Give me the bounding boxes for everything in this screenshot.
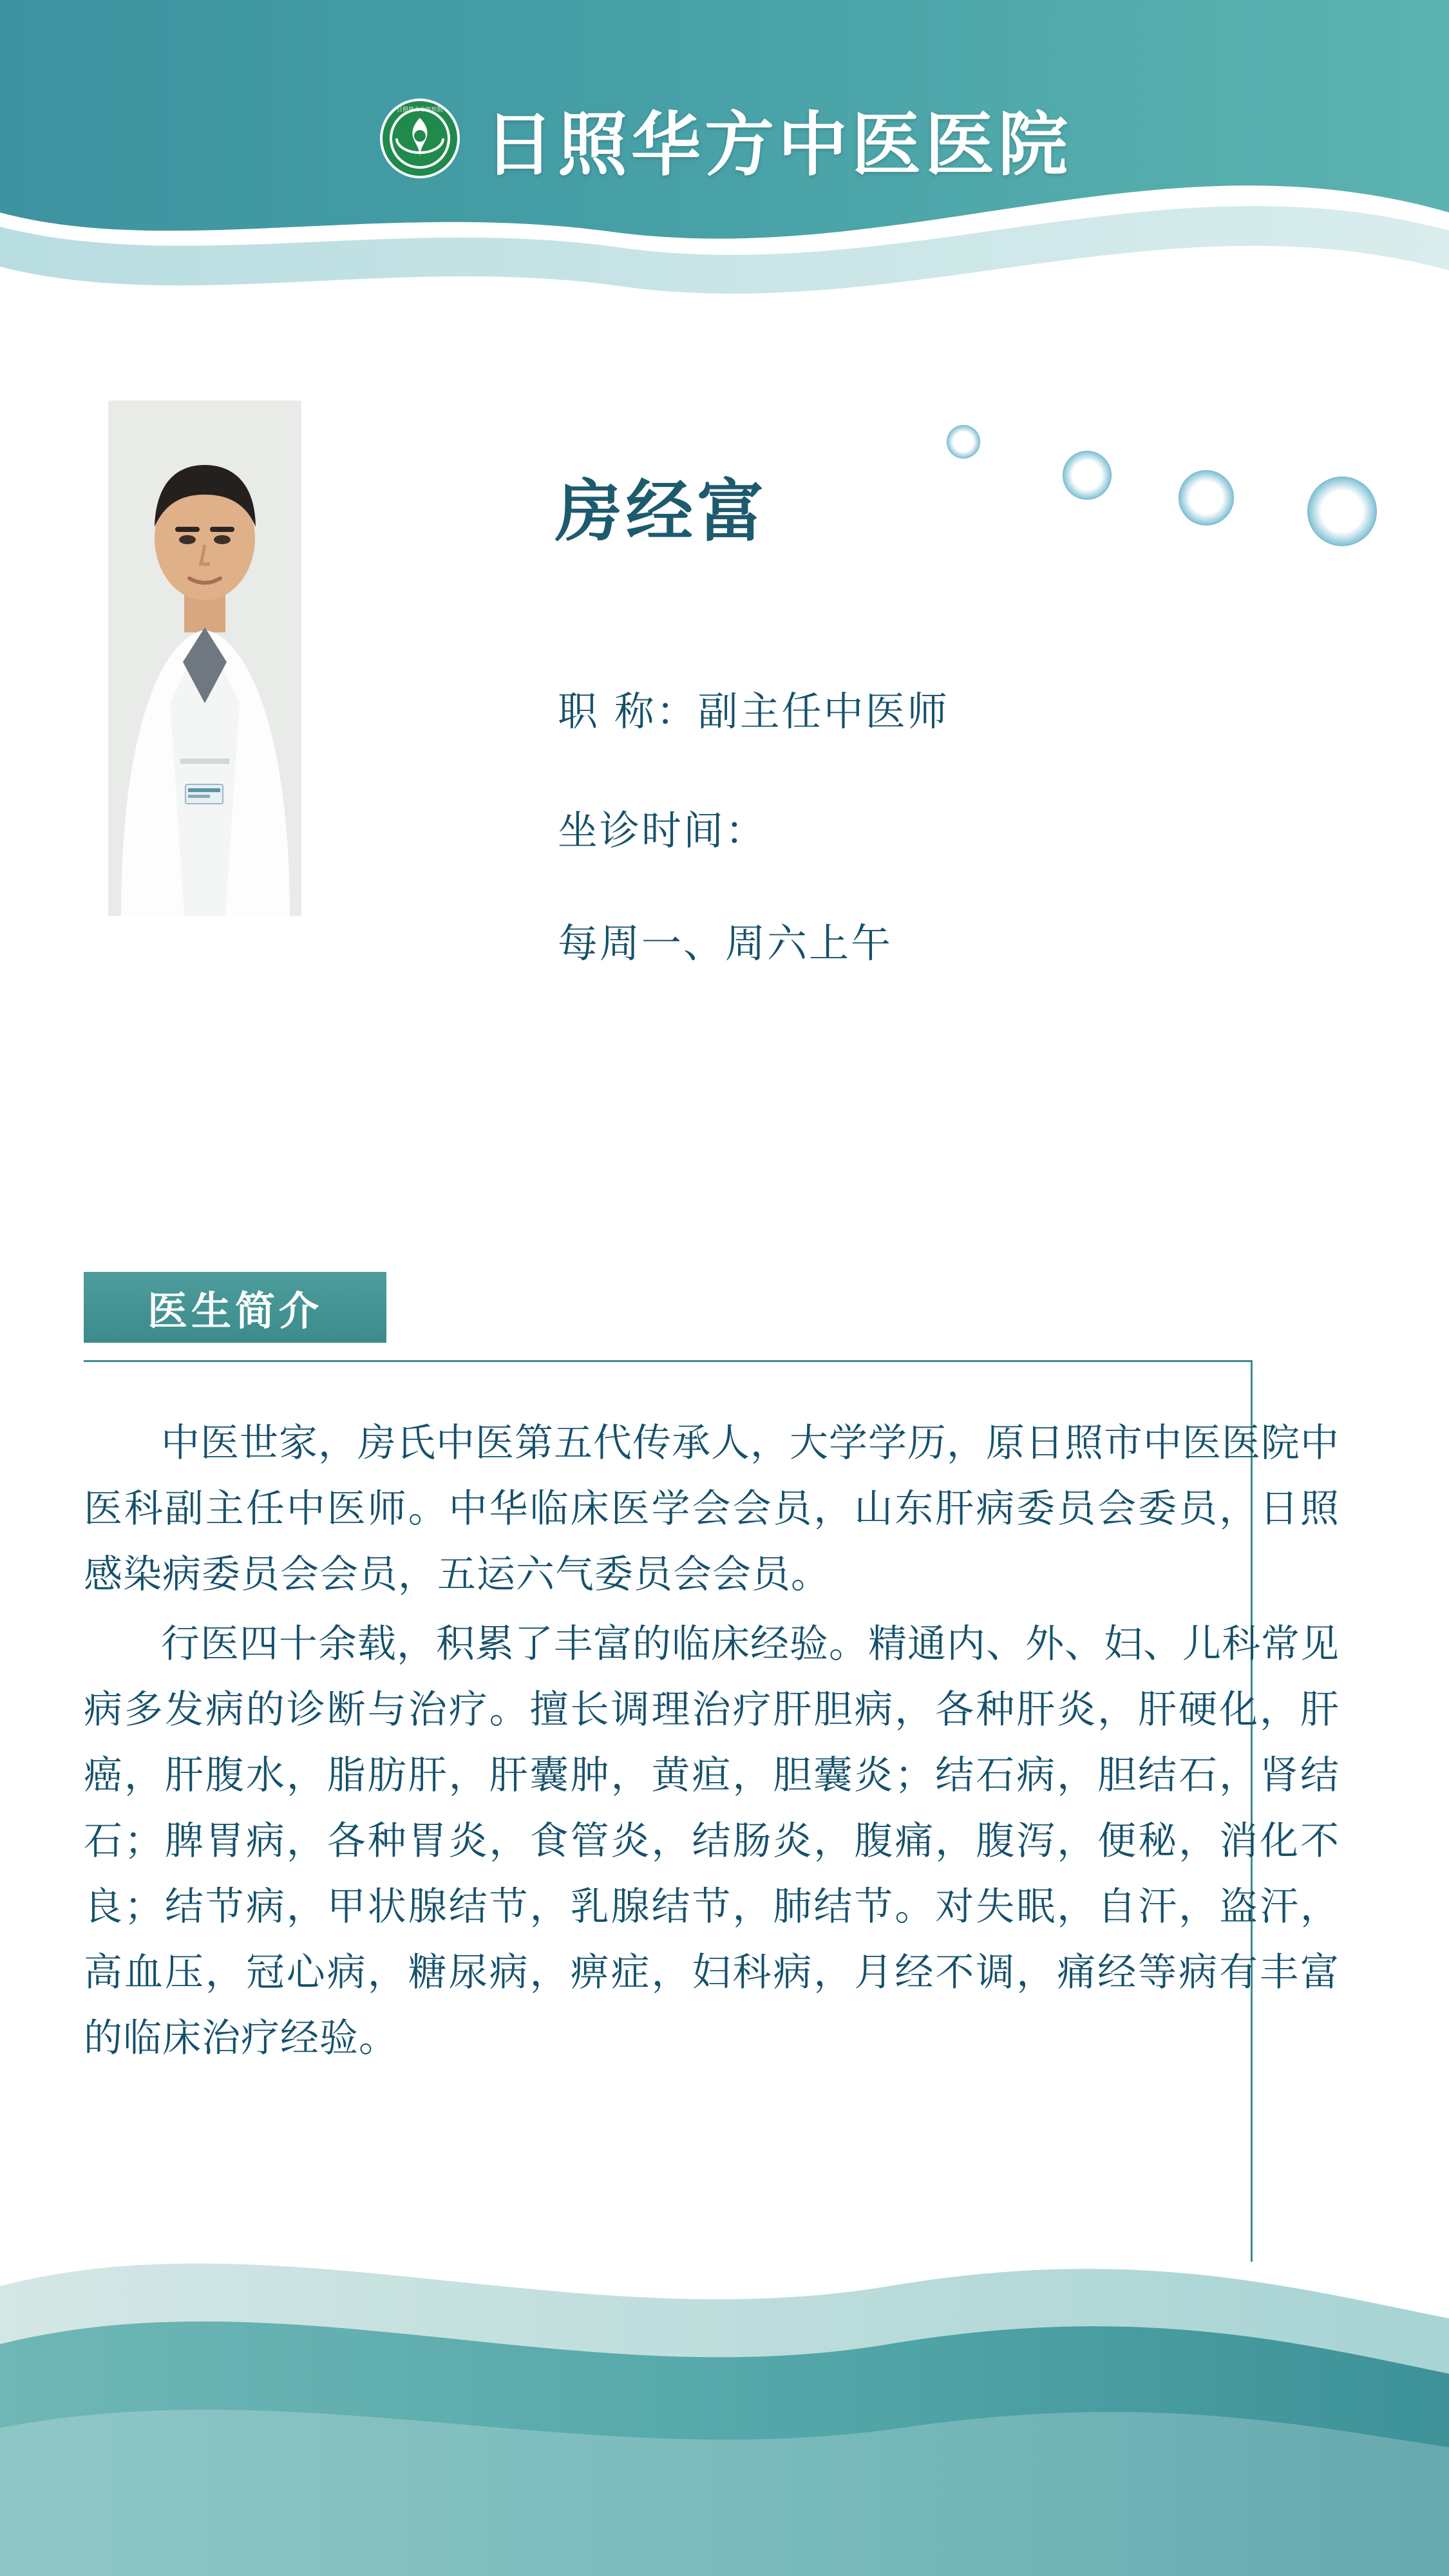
bio-paragraph-2: 行医四十余载，积累了丰富的临床经验。精通内、外、妇、儿科常见病多发病的诊断与治疗。擅长调理治疗肝胆病，各种肝炎，肝硬化，肝癌，肝腹水，脂肪肝，肝囊肿，黄疸，胆囊炎；结石病，胆结石，肾结石；脾胃病，各种胃炎，食管炎，结肠炎，腹痛，腹泻，便秘，消化不良；结节病，甲状腺结节，乳腺结节，肺结节。对失眠，自汗，盗汗，高血压，冠心病，糖尿病，痹症，妇科病，月经不调，痛经等病有丰富的临床治疗经验。 (84, 1622, 1340, 2061)
section-divider (84, 1360, 1251, 1362)
bubble-icon-4 (1307, 477, 1377, 546)
brand-lockup (0, 84, 1449, 193)
schedule-label: 坐诊时间： (558, 807, 768, 854)
hospital-name: 日照华方中医医院 (484, 104, 1072, 185)
doctor-portrait-illustration (108, 401, 301, 916)
doctor-bio (84, 1410, 1340, 2075)
hospital-emblem-icon (377, 96, 462, 181)
top-banner (0, 0, 1449, 322)
section-title: 医生简介 (147, 1287, 323, 1334)
bubble-icon-2 (1063, 451, 1112, 500)
bottom-banner-waves (0, 2125, 1449, 2576)
schedule-value: 每周一、周六上午 (558, 920, 893, 967)
decorative-bubbles (947, 412, 1410, 528)
bottom-banner (0, 2125, 1449, 2576)
bio-paragraph-1: 中医世家，房氏中医第五代传承人，大学学历，原日照市中医医院中医科副主任中医师。中华临床医学会会员，山东肝病委员会委员，日照感染病委员会会员，五运六气委员会会员。 (84, 1421, 1340, 1597)
doctor-title: 职 称：副主任中医师 (558, 688, 949, 735)
doctor-photo (108, 401, 301, 916)
bubble-icon-3 (1179, 470, 1234, 526)
bubble-icon-1 (947, 425, 980, 459)
section-header-intro (84, 1272, 386, 1343)
doctor-name: 房经富 (555, 471, 768, 551)
svg-text:日照华方中医医院: 日照华方中医医院 (396, 107, 443, 113)
